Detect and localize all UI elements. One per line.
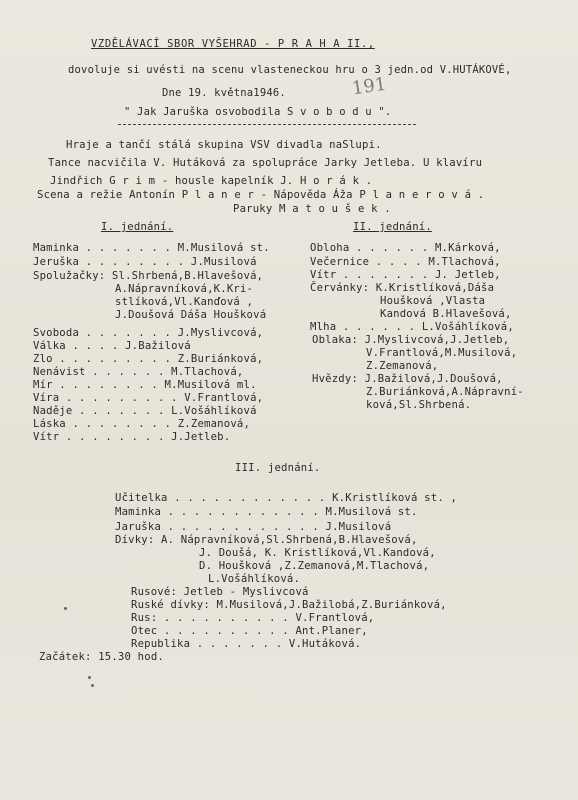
ink-speck	[91, 684, 94, 687]
cast-line: A.Nápravníková,K.Kri-	[115, 283, 254, 295]
ink-speck	[64, 607, 67, 610]
cast-line: Mír . . . . . . . . M.Musilová ml.	[33, 379, 257, 391]
ink-speck	[88, 676, 91, 679]
credit-line-2: Tance nacvičila V. Hutáková za spolupráce Jarky Jetleba. U klavíru	[48, 157, 483, 169]
cast-line: J.Doušová Dáša Houšková	[115, 309, 267, 321]
cast-line: Rus: . . . . . . . . . . V.Frantlová,	[131, 612, 375, 624]
cast-line: Jeruška . . . . . . . . J.Musilová	[33, 256, 257, 268]
cast-line: Červánky: K.Kristlíková,Dáša	[310, 282, 495, 294]
cast-line: Vítr . . . . . . . . J.Jetleb.	[33, 431, 231, 443]
title-rule	[118, 124, 416, 125]
act3-title: III. jednání.	[235, 462, 321, 474]
cast-line: V.Frantlová,M.Musilová,	[366, 347, 518, 359]
cast-line: Maminka . . . . . . . . . . . . M.Musilová st.	[115, 506, 418, 518]
cast-line: ková,Sl.Shrbená.	[366, 399, 472, 411]
cast-line: Obloha . . . . . . M.Kárková,	[310, 242, 501, 254]
cast-line: Hvězdy: J.Bažilová,J.Doušová,	[312, 373, 503, 385]
cast-line: Maminka . . . . . . . M.Musilová st.	[33, 242, 270, 254]
cast-line: Mlha . . . . . . L.Vošáhlíková,	[310, 321, 514, 333]
cast-line: Rusové: Jetleb - Myslivcová	[131, 586, 309, 598]
act2-title: II. jednání.	[353, 221, 432, 233]
cast-line: Naděje . . . . . . . L.Vošáhlíková	[33, 405, 257, 417]
cast-line: Spolužačky: Sl.Shrbená,B.Hlavešová,	[33, 270, 264, 282]
cast-line: Oblaka: J.Myslivcová,J.Jetleb,	[312, 334, 510, 346]
cast-line: Ruské dívky: M.Musilová,J.Bažilobá,Z.Buriánková,	[131, 599, 447, 611]
cast-line: Otec . . . . . . . . . . Ant.Planer,	[131, 625, 368, 637]
cast-line: Houšková ,Vlasta	[380, 295, 486, 307]
cast-line: Svoboda . . . . . . . J.Myslivcová,	[33, 327, 264, 339]
cast-line: Láska . . . . . . . . Z.Zemanová,	[33, 418, 251, 430]
act1-title: I. jednání.	[101, 221, 174, 233]
cast-line: Učitelka . . . . . . . . . . . . K.Kristlíková st. ,	[115, 492, 458, 504]
cast-line: Zlo . . . . . . . . . Z.Buriánková,	[33, 353, 264, 365]
cast-line: Kandová B.Hlavešová,	[380, 308, 512, 320]
credit-line-1: Hraje a tančí stálá skupina VSV divadla naSlupi.	[66, 139, 382, 151]
cast-line: L.Vošáhlíková.	[208, 573, 301, 585]
credit-line-3: Jindřich G r i m - housle kapelník J. H o r á k .	[50, 175, 373, 187]
cast-line: Válka . . . . J.Bažilová	[33, 340, 191, 352]
credit-line-4: Scena a režie Antonín P l a n e r - Nápověda Áža P l a n e r o v á .	[37, 189, 485, 201]
society-title: VZDĚLÁVACÍ SBOR VYŠEHRAD - P R A H A II.,	[91, 38, 375, 50]
cast-line: Z.Buriánková,A.Nápravní-	[366, 386, 524, 398]
credit-line-5: Paruky M a t o u š e k .	[233, 203, 391, 215]
play-title: " Jak Jaruška osvobodila S v o b o d u ".	[124, 106, 392, 118]
start-time: Začátek: 15.30 hod.	[39, 651, 164, 663]
cast-line: J. Doušá, K. Kristlíková,Vl.Kandová,	[199, 547, 436, 559]
cast-line: Večernice . . . . M.Tlachová,	[310, 256, 501, 268]
cast-line: D. Houšková ,Z.Zemanová,M.Tlachová,	[199, 560, 430, 572]
invitation-line: dovoluje si uvésti na scenu vlasteneckou hru o 3 jedn.od V.HUTÁKOVÉ,	[68, 64, 512, 76]
cast-line: Dívky: A. Nápravníková,Sl.Shrbená,B.Hlavešová,	[115, 534, 418, 546]
cast-line: Republika . . . . . . . V.Hutáková.	[131, 638, 362, 650]
cast-line: Vítr . . . . . . . J. Jetleb,	[310, 269, 501, 281]
cast-line: Jaruška . . . . . . . . . . . . J.Musilová	[115, 521, 392, 533]
date-line: Dne 19. května1946.	[162, 87, 286, 99]
handwritten-number: 191	[350, 73, 388, 100]
cast-line: Nenávist . . . . . . M.Tlachová,	[33, 366, 244, 378]
cast-line: Z.Zemanová,	[366, 360, 439, 372]
cast-line: Víra . . . . . . . . . V.Frantlová,	[33, 392, 264, 404]
cast-line: stlíková,Vl.Kanďová ,	[115, 296, 254, 308]
